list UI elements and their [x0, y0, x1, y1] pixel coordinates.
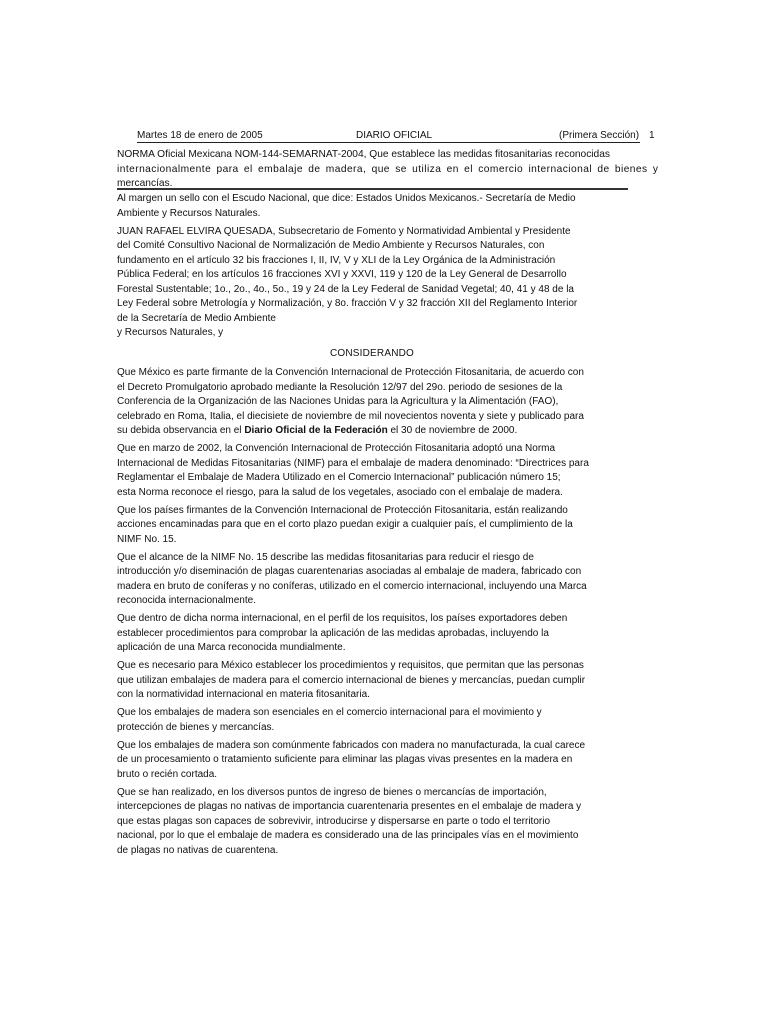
text-line: fundamento en el artículo 32 bis fracciones I, II, IV, V y XLI de la Ley Orgánica de la Administración [117, 254, 556, 266]
text-line: NIMF No. 15. [117, 533, 177, 545]
text-line: bruto o recién cortada. [117, 768, 218, 780]
title-line: NORMA Oficial Mexicana NOM-144-SEMARNAT-2004, Que establece las medidas fitosanitarias reconocidas [117, 149, 610, 160]
text-run: el 30 de noviembre de 2000. [387, 425, 518, 436]
text-line: Que los embalajes de madera son esenciales en el comercio internacional para el movimiento y [117, 707, 542, 718]
considerando-paragraph [117, 504, 627, 548]
header-rule [137, 142, 640, 143]
considerando-heading: CONSIDERANDO [329, 347, 415, 359]
text-line: de plagas no nativas de cuarentena. [117, 844, 279, 856]
title-rule [117, 188, 628, 190]
text-line: Ley Federal sobre Metrología y Normalización, y 8o. fracción V y 32 fracción XII del Reglamento Interior [117, 298, 578, 309]
text-line: JUAN RAFAEL ELVIRA QUESADA, Subsecretario de Fomento y Normatividad Ambiental y Presidente [117, 225, 571, 237]
text-line: Que en marzo de 2002, la Convención Internacional de Protección Fitosanitaria adoptó una Norma [117, 443, 556, 454]
text-line: Que los embalajes de madera son comúnmente fabricados con madera no manufacturada, la cual carece [117, 739, 586, 751]
considerando-paragraph [117, 739, 627, 783]
text-line: esta Norma reconoce el riesgo, para la salud de los vegetales, asociado con el embalaje de madera. [117, 486, 563, 498]
text-line: Pública Federal; en los artículos 16 fracciones XVI y XXVI, 119 y 120 de la Ley General de Desarrollo [117, 269, 567, 280]
considerando-paragraph [117, 612, 627, 656]
text-line: y Recursos Naturales, y [117, 327, 224, 338]
seal-paragraph [117, 192, 627, 221]
considerando-paragraph [117, 366, 627, 439]
text-line: celebrado en Roma, Italia, el diecisiete de noviembre de mil novecientos noventa y siete y publicado para [117, 410, 584, 422]
signer-paragraph [117, 225, 627, 341]
text-line: Que dentro de dicha norma internacional, en el perfil de los requisitos, los países exportadores deben [117, 613, 568, 624]
text-line: de la Secretaría de Medio Ambiente [117, 312, 276, 324]
text-line: que utilizan embalajes de madera para el comercio internacional de bienes y mercancías, puedan cumplir [117, 674, 586, 686]
text-line: introducción y/o diseminación de plagas cuarentenarias asociadas al embalaje de madera, fabricado con [117, 566, 582, 577]
text-line: protección de bienes y mercancías. [117, 721, 275, 733]
text-line: con la normatividad internacional en materia fitosanitaria. [117, 689, 370, 700]
text-line: madera en bruto de coníferas y no coníferas, utilizado en el comercio internacional, incluyendo una Marca [117, 580, 587, 592]
title-line: mercancías. [117, 178, 173, 189]
text-line: Que se han realizado, en los diversos puntos de ingreso de bienes o mercancías de importación, [117, 786, 547, 798]
considerando-paragraph [117, 659, 627, 703]
text-line: Al margen un sello con el Escudo Nacional, que dice: Estados Unidos Mexicanos.- Secretaría de Medio [117, 193, 576, 204]
diario-oficial-reference: Diario Oficial de la Federación [244, 425, 388, 436]
text-line: establecer procedimientos para comprobar la aplicación de las medidas aprobadas, incluyendo la [117, 627, 549, 639]
text-line: reconocida internacionalmente. [117, 595, 256, 606]
text-line: intercepciones de plagas no nativas de importancia cuarentenaria presentes en el embalaje de madera y [117, 801, 582, 812]
text-line: Que los países firmantes de la Convención Internacional de Protección Fitosanitaria, están realizando [117, 504, 568, 516]
text-line: Que el alcance de la NIMF No. 15 describe las medidas fitosanitarias para reducir el riesgo de [117, 551, 534, 563]
text-line: Internacional de Medidas Fitosanitarias (NIMF) para el embalaje de madera denominado: “Directrices para [117, 457, 589, 469]
considerando-paragraph [117, 706, 627, 735]
text-line: acciones encaminadas para que en el corto plazo puedan exigir a cualquier país, el cumplimiento de la [117, 519, 573, 530]
text-line: Que es necesario para México establecer los procedimientos y requisitos, que permitan que las personas [117, 660, 584, 671]
text-line: Conferencia de la Organización de las Naciones Unidas para la Agricultura y la Alimentación (FAO), [117, 396, 559, 407]
text-line: el Decreto Promulgatorio aprobado mediante la Resolución 12/97 del 29o. periodo de sesiones de la [117, 381, 563, 393]
header-page-number: 1 [649, 130, 655, 141]
text-run: su debida observancia en el [117, 425, 245, 436]
text-line: Ambiente y Recursos Naturales. [117, 207, 261, 219]
text-line: que estas plagas son capaces de sobrevivir, introducirse y dispersarse en parte o todo el territorio [117, 815, 551, 827]
title-line: internacionalmente para el embalaje de madera, que se utiliza en el comercio internacional de bienes y [117, 163, 659, 175]
text-line: Reglamentar el Embalaje de Madera Utilizado en el Comercio Internacional” publicación número 15; [117, 472, 561, 483]
document-body [117, 192, 627, 862]
considerando-paragraph [117, 551, 627, 609]
norma-title [117, 148, 659, 192]
text-line: Que México es parte firmante de la Convención Internacional de Protección Fitosanitaria, de acuerdo con [117, 367, 584, 378]
text-line-mixed [117, 424, 627, 439]
text-line: del Comité Consultivo Nacional de Normalización de Medio Ambiente y Recursos Naturales, con [117, 240, 545, 251]
text-line: nacional, por lo que el embalaje de madera es considerado una de las principales vías en el movimiento [117, 830, 579, 841]
text-line: de un procesamiento o tratamiento suficiente para eliminar las plagas vivas presentes en la madera en [117, 754, 573, 765]
header-date: Martes 18 de enero de 2005 [137, 130, 263, 141]
text-line: Forestal Sustentable; 1o., 2o., 4o., 5o., 19 y 24 de la Ley Federal de Sanidad Vegetal; 40, 41 y 48 de la [117, 283, 574, 295]
header-publication: DIARIO OFICIAL [356, 130, 433, 141]
considerando-paragraph [117, 442, 627, 500]
considerando-paragraph [117, 786, 627, 859]
text-line: aplicación de una Marca reconocida mundialmente. [117, 642, 346, 653]
header-section: (Primera Sección) [559, 130, 640, 141]
